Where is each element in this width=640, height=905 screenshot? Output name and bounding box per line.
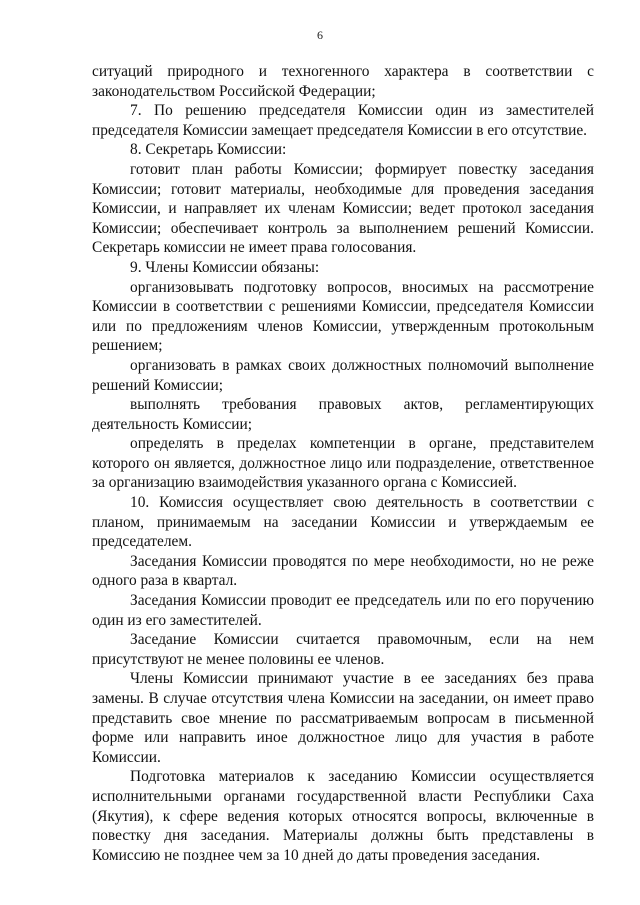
paragraph: 7. По решению председателя Комиссии один из заместителей председателя Комиссии замещает председателя Комиссии в его отсутствие. [92, 102, 594, 139]
paragraph: 8. Секретарь Комиссии: [130, 141, 287, 159]
paragraph: Подготовка материалов к заседанию Комиссии осуществляется исполнительными органами государственной власти Республики Саха (Якутия), к сфере ведения которых относятся вопросы, включенные в повестку дня заседания. Материалы должны быть представлены в Комиссию не позднее чем за 10 дней до даты проведения заседания. [92, 768, 594, 864]
paragraph: Заседания Комиссии проводятся по мере необходимости, но не реже одного раза в квартал. [92, 552, 594, 590]
paragraph: определять в пределах компетенции в органе, представителем которого он является, должностное лицо или подразделение, ответственное за организацию взаимодействия указанного органа с Комиссией. [92, 435, 594, 492]
paragraph: выполнять требования правовых актов, регламентирующих деятельность Комиссии; [92, 396, 594, 433]
page-number: 6 [317, 28, 323, 42]
paragraph: Заседание Комиссии считается правомочным, если на нем присутствуют не менее половины ее членов. [92, 631, 594, 668]
paragraph: ситуаций природного и техногенного характера в соответствии с законодательством Российской Федерации; [92, 63, 594, 100]
paragraph: готовит план работы Комиссии; формирует повестку заседания Комиссии; готовит материалы, необходимые для проведения заседания Комиссии, и направляет их членам Комиссии; ведет протокол заседания Комиссии; обеспечивает контроль за выполнением решений Комиссии. Секретарь комиссии не имеет права голосования. [92, 160, 594, 257]
paragraph: организовать в рамках своих должностных полномочий выполнение решений Комиссии; [92, 356, 594, 394]
paragraph: 10. Комиссия осуществляет свою деятельность в соответствии с планом, принимаемым на заседании Комиссии и утверждаемым ее председателем. [92, 494, 594, 551]
paragraph: 9. Члены Комиссии обязаны: [130, 258, 320, 276]
document-body [92, 62, 594, 865]
paragraph: Заседания Комиссии проводит ее председатель или по его поручению один из его заместителей. [92, 592, 594, 629]
paragraph: организовывать подготовку вопросов, вносимых на рассмотрение Комиссии в соответствии с решениями Комиссии, председателя Комиссии или по предложениям членов Комиссии, утвержденным протокольным решением; [92, 278, 594, 355]
paragraph: Члены Комиссии принимают участие в ее заседаниях без права замены. В случае отсутствия члена Комиссии на заседании, он имеет право представить свое мнение по рассматриваемым вопросам в письменной форме или направить иное должностное лицо для участия в работе Комиссии. [92, 670, 594, 766]
